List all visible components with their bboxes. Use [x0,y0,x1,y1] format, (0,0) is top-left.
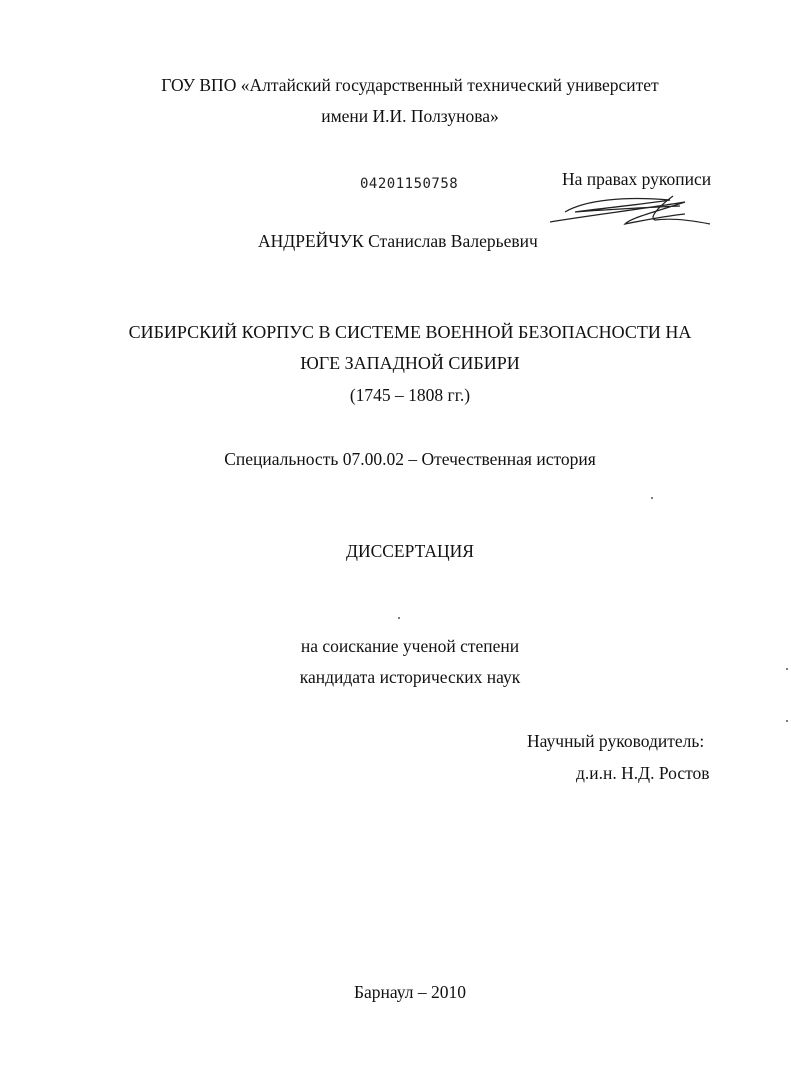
degree-line-2: кандидата исторических наук [299,667,521,687]
title-years: (1745 – 1808 гг.) [349,385,471,405]
degree-line-1: на соискание ученой степени [300,636,520,656]
title-line-2: ЮГЕ ЗАПАДНОЙ СИБИРИ [300,353,520,373]
title-line-1: СИБИРСКИЙ КОРПУС В СИСТЕМЕ ВОЕННОЙ БЕЗОПАСНОСТИ НА [128,322,692,342]
rights-note: На правах рукописи [562,169,712,189]
scan-speck [786,668,788,670]
supervisor-name: д.и.н. Н.Д. Ростов [576,763,710,783]
specialty: Специальность 07.00.02 – Отечественная история [224,449,596,469]
registration-number: 04201150758 [360,176,459,192]
author-name: АНДРЕЙЧУК Станислав Валерьевич [258,231,538,251]
scan-speck [398,617,400,619]
document-type: ДИССЕРТАЦИЯ [346,541,474,561]
handwritten-signature [545,190,715,235]
scan-speck [651,497,653,499]
institution-line-1: ГОУ ВПО «Алтайский государственный технический университет [161,75,659,95]
scan-speck [786,720,788,722]
supervisor-label: Научный руководитель: [527,731,705,751]
institution-line-2: имени И.И. Ползунова» [321,106,499,126]
place-year: Барнаул – 2010 [353,982,467,1002]
